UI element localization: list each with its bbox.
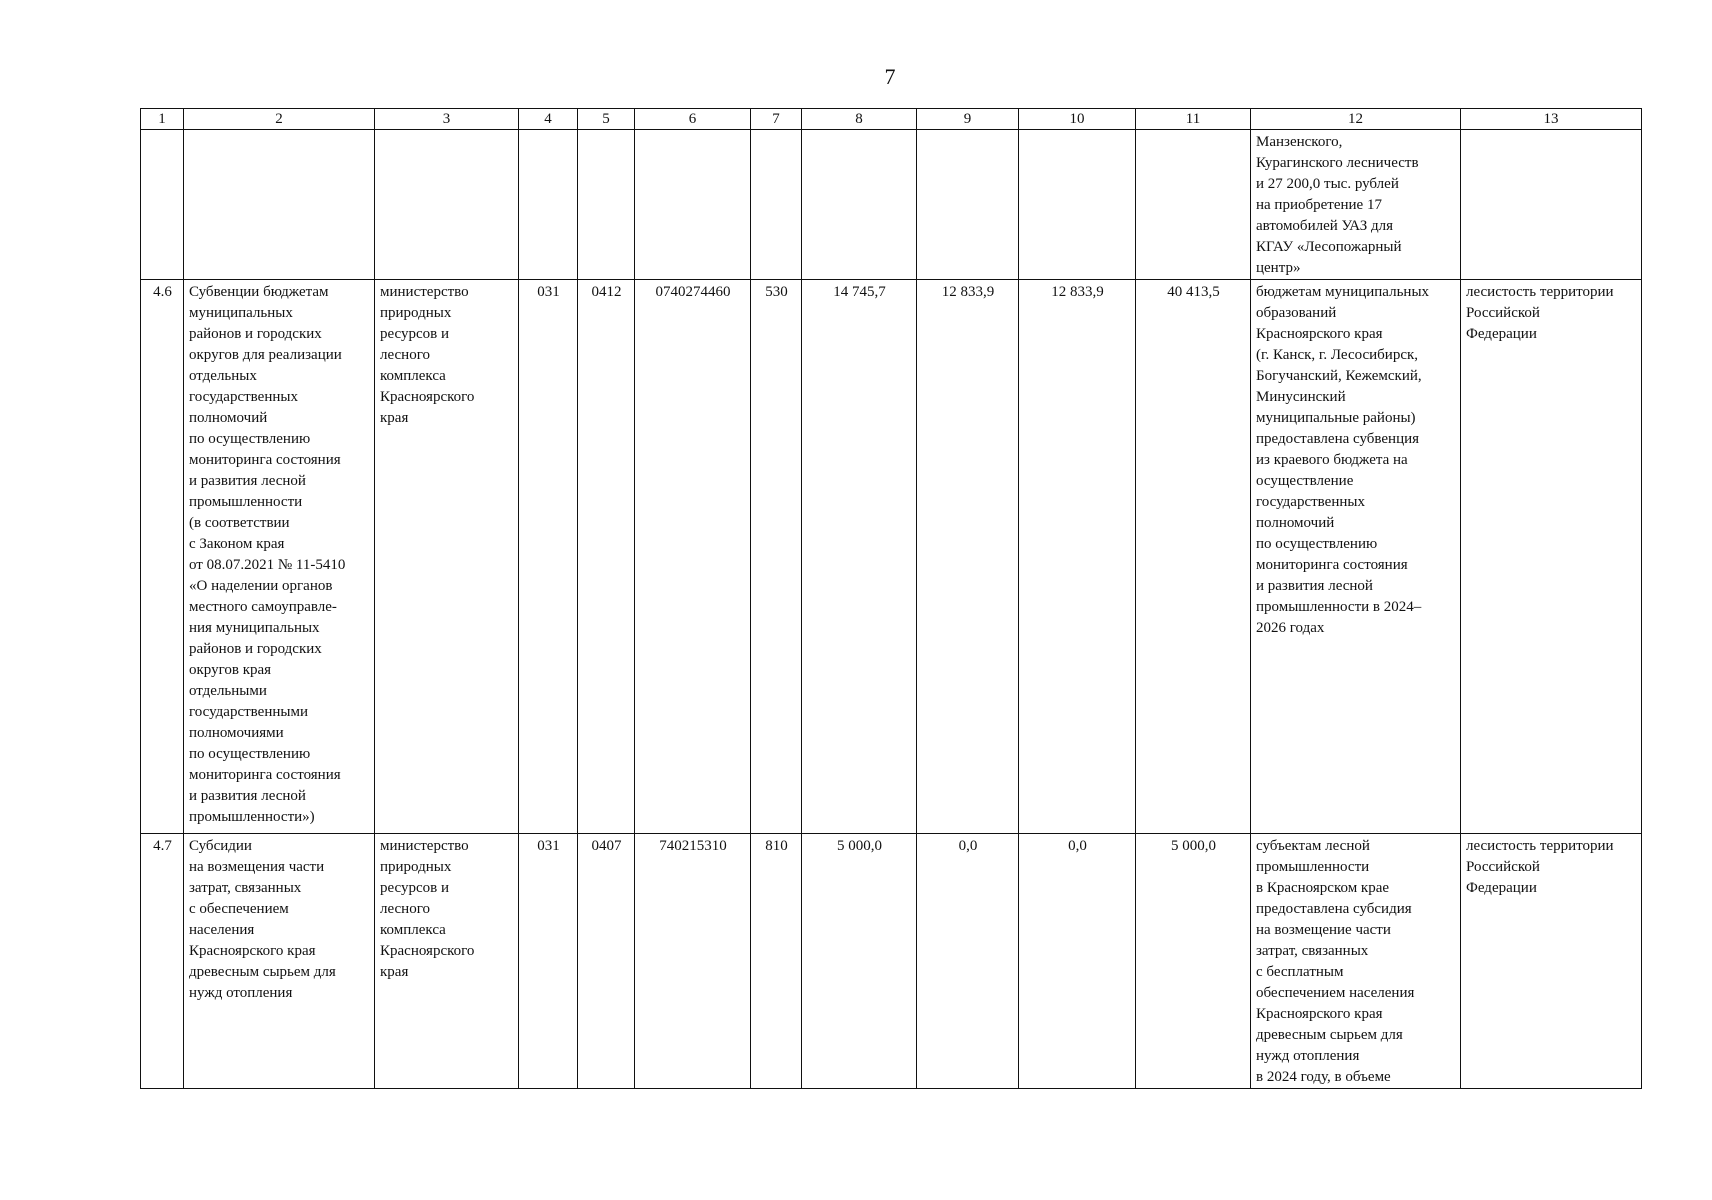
column-number-row [141, 109, 1642, 130]
column-header: 2 [184, 109, 375, 130]
amount-2024-cell: 14 745,7 [802, 280, 917, 834]
column-header: 9 [917, 109, 1019, 130]
amount-2024-cell: 5 000,0 [802, 834, 917, 1089]
column-header: 4 [519, 109, 578, 130]
table-cell [635, 130, 751, 280]
measure-name-cell: Субсидии на возмещения части затрат, связанных с обеспечением населения Красноярского края древесным сырьем для нужд отопления [184, 834, 375, 1089]
csr-cell: 0740274460 [635, 280, 751, 834]
row-number-cell: 4.7 [141, 834, 184, 1089]
column-header: 12 [1251, 109, 1461, 130]
table-cell [578, 130, 635, 280]
column-header: 8 [802, 109, 917, 130]
continuation-row [141, 130, 1642, 280]
amount-2025-cell: 0,0 [917, 834, 1019, 1089]
column-header: 5 [578, 109, 635, 130]
amount-2025-cell: 12 833,9 [917, 280, 1019, 834]
rzpr-cell: 0407 [578, 834, 635, 1089]
grbs-cell: 031 [519, 834, 578, 1089]
table-cell [375, 130, 519, 280]
measure-name-cell: Субвенции бюджетам муниципальных районов и городских округов для реализации отдельных государственных полномочий по осуществлению мониторинга состояния и развития лесной промышленности (в соответствии с Законом края от 08.07.2021 № 11-5410 «О наделении органов местного самоуправле- ния муниципальных районов и городских округов края отдельными государственными полномочиями по осуществлению мониторинга состояния и развития лесной промышленности») [184, 280, 375, 834]
table-cell [917, 130, 1019, 280]
table-cell [141, 130, 184, 280]
amount-total-cell: 40 413,5 [1136, 280, 1251, 834]
table-row [141, 834, 1642, 1089]
amount-total-cell: 5 000,0 [1136, 834, 1251, 1089]
result-cell: субъектам лесной промышленности в Красноярском крае предоставлена субсидия на возмещение части затрат, связанных с бесплатным обеспечением населения Красноярского края древесным сырьем для нужд отопления в 2024 году, в объеме [1251, 834, 1461, 1089]
rzpr-cell: 0412 [578, 280, 635, 834]
table-cell [802, 130, 917, 280]
vr-cell: 530 [751, 280, 802, 834]
table-cell [519, 130, 578, 280]
table-cell [751, 130, 802, 280]
result-cell: бюджетам муниципальных образований Красноярского края (г. Канск, г. Лесосибирск, Богучанский, Кежемский, Минусинский муниципальные районы) предоставлена субвенция из краевого бюджета на осуществление государственных полномочий по осуществлению мониторинга состояния и развития лесной промышленности в 2024– 2026 годах [1251, 280, 1461, 834]
result-cell: Манзенского, Курагинского лесничеств и 27 200,0 тыс. рублей на приобретение 17 автомобилей УАЗ для КГАУ «Лесопожарный центр» [1251, 130, 1461, 280]
table-cell [1461, 130, 1642, 280]
column-header: 11 [1136, 109, 1251, 130]
table-cell [1136, 130, 1251, 280]
amount-2026-cell: 12 833,9 [1019, 280, 1136, 834]
csr-cell: 740215310 [635, 834, 751, 1089]
indicator-cell: лесистость территории Российской Федерации [1461, 834, 1642, 1089]
column-header: 6 [635, 109, 751, 130]
column-header: 13 [1461, 109, 1642, 130]
table-cell [184, 130, 375, 280]
amount-2026-cell: 0,0 [1019, 834, 1136, 1089]
column-header: 1 [141, 109, 184, 130]
executor-cell: министерство природных ресурсов и лесного комплекса Красноярского края [375, 834, 519, 1089]
grbs-cell: 031 [519, 280, 578, 834]
row-number-cell: 4.6 [141, 280, 184, 834]
executor-cell: министерство природных ресурсов и лесного комплекса Красноярского края [375, 280, 519, 834]
budget-table [140, 108, 1642, 1089]
vr-cell: 810 [751, 834, 802, 1089]
indicator-cell: лесистость территории Российской Федерации [1461, 280, 1642, 834]
table-cell [1019, 130, 1136, 280]
column-header: 10 [1019, 109, 1136, 130]
page-number: 7 [884, 64, 896, 89]
table-row [141, 280, 1642, 834]
column-header: 7 [751, 109, 802, 130]
column-header: 3 [375, 109, 519, 130]
